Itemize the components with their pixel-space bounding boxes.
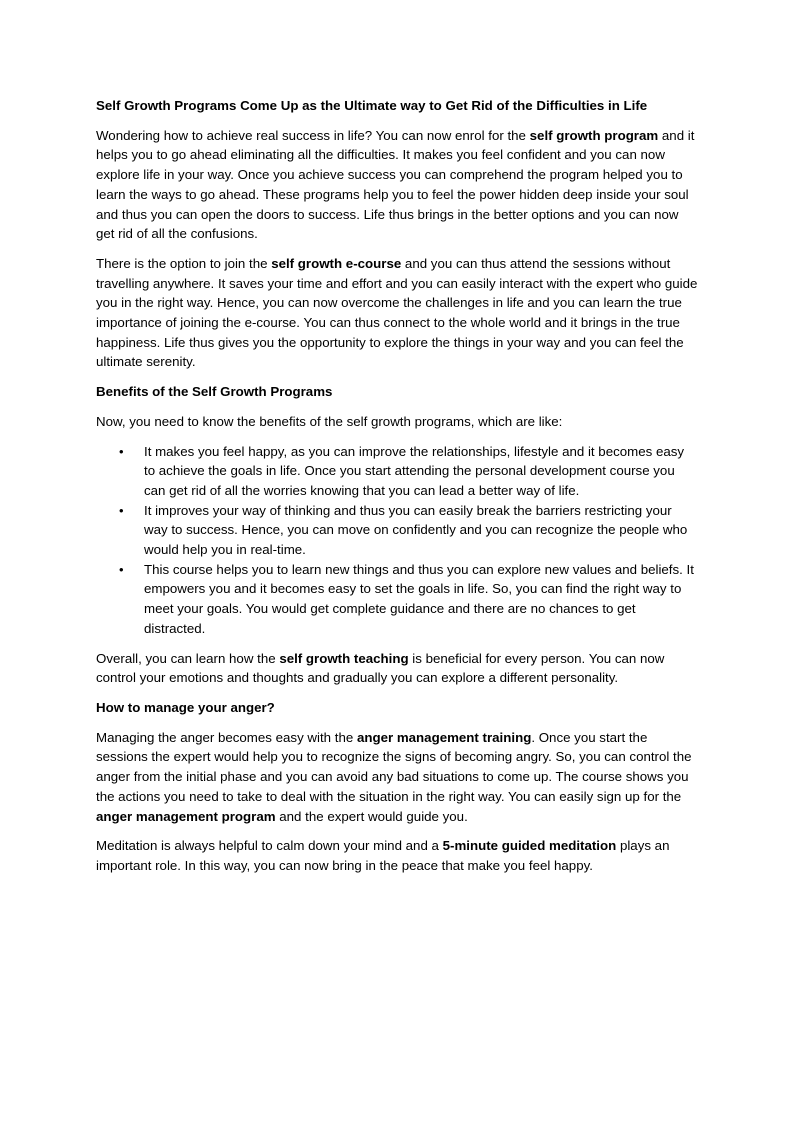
document-page — [96, 96, 698, 886]
keyword-self-growth-teaching: self growth teaching — [279, 650, 409, 666]
text-run: Managing the anger becomes easy with the — [96, 729, 357, 745]
keyword-self-growth-ecourse: self growth e-course — [271, 255, 402, 271]
text-run: There is the option to join the — [96, 255, 272, 271]
paragraph-anger — [96, 728, 698, 827]
text-run: and you can thus attend the sessions without travelling anywhere. It saves your time and effort and you can easily interact with the expert who guide you in the right way. Hence, you can now overcome the challenges in life and you can learn the true importance of joining the e-course. You can thus connect to the whole world and it brings in the true happiness. Life thus gives you the opportunity to explore the things in your way and you can feel the ultimate serenity. — [96, 255, 698, 370]
keyword-guided-meditation: 5-minute guided meditation — [442, 838, 617, 854]
heading-anger: How to manage your anger? — [96, 699, 275, 715]
list-item-text: It makes you feel happy, as you can improve the relationships, lifestyle and it becomes easy to achieve the goals in life. Once you start attending the personal development course you can get rid of all the worries knowing that you can lead a better way of life. — [144, 443, 685, 498]
text-run: plays an important role. In this way, you can now bring in the peace that make you feel happy. — [96, 838, 670, 873]
paragraph-benefits-intro: Now, you need to know the benefits of the self growth programs, which are like: — [96, 413, 563, 429]
list-item-text: It improves your way of thinking and thus you can easily break the barriers restricting your way to success. Hence, you can move on confidently and you can recognize the people who would help you in real-time. — [144, 502, 688, 558]
bullet-icon: • — [119, 443, 124, 459]
list-item-text: This course helps you to learn new things and thus you can explore new values and beliefs. It empowers you and it becomes easy to set the goals in life. So, you can find the right way to meet your goals. You would get complete guidance and there are no chances to get distracted. — [144, 561, 694, 636]
text-run: . Once you start the sessions the expert would help you to recognize the signs of becoming angry. So, you can control the anger from the initial phase and you can avoid any bad situations to come up. The course shows you the actions you need to take to deal with the situation in the right way. You can easily sign up for the — [96, 729, 692, 804]
bullet-icon: • — [119, 502, 124, 518]
text-run: and it helps you to go ahead eliminating all the difficulties. It makes you feel confident and you can now explore life in your way. Once you achieve success you can comprehend the program helped you to learn the ways to go ahead. These programs help you to feel the power hidden deep inside your soul and thus you can open the doors to success. Life thus brings in the better options and you can now get rid of all the confusions. — [96, 127, 695, 242]
paragraph-intro — [96, 126, 698, 244]
heading-benefits: Benefits of the Self Growth Programs — [96, 384, 333, 400]
bullet-icon: • — [119, 561, 124, 577]
paragraph-ecourse — [96, 254, 698, 372]
list-item — [96, 560, 698, 639]
text-run: and the expert would guide you. — [275, 808, 468, 824]
keyword-anger-management-program: anger management program — [96, 808, 276, 824]
text-run: is beneficial for every person. You can now control your emotions and thoughts and gradually you can explore a different personality. — [96, 650, 665, 686]
keyword-self-growth-program: self growth program — [529, 127, 659, 143]
list-item — [96, 501, 698, 560]
list-item — [96, 442, 698, 501]
text-run: Meditation is always helpful to calm down your mind and a — [96, 838, 443, 854]
paragraph-teaching — [96, 649, 698, 688]
text-run: Wondering how to achieve real success in life? You can now enrol for the — [96, 127, 530, 143]
paragraph-meditation — [96, 836, 698, 875]
document-title: Self Growth Programs Come Up as the Ultimate way to Get Rid of the Difficulties in Life — [96, 98, 648, 113]
text-run: Overall, you can learn how the — [96, 650, 280, 666]
benefits-list — [96, 442, 698, 639]
keyword-anger-management-training: anger management training — [356, 729, 532, 745]
